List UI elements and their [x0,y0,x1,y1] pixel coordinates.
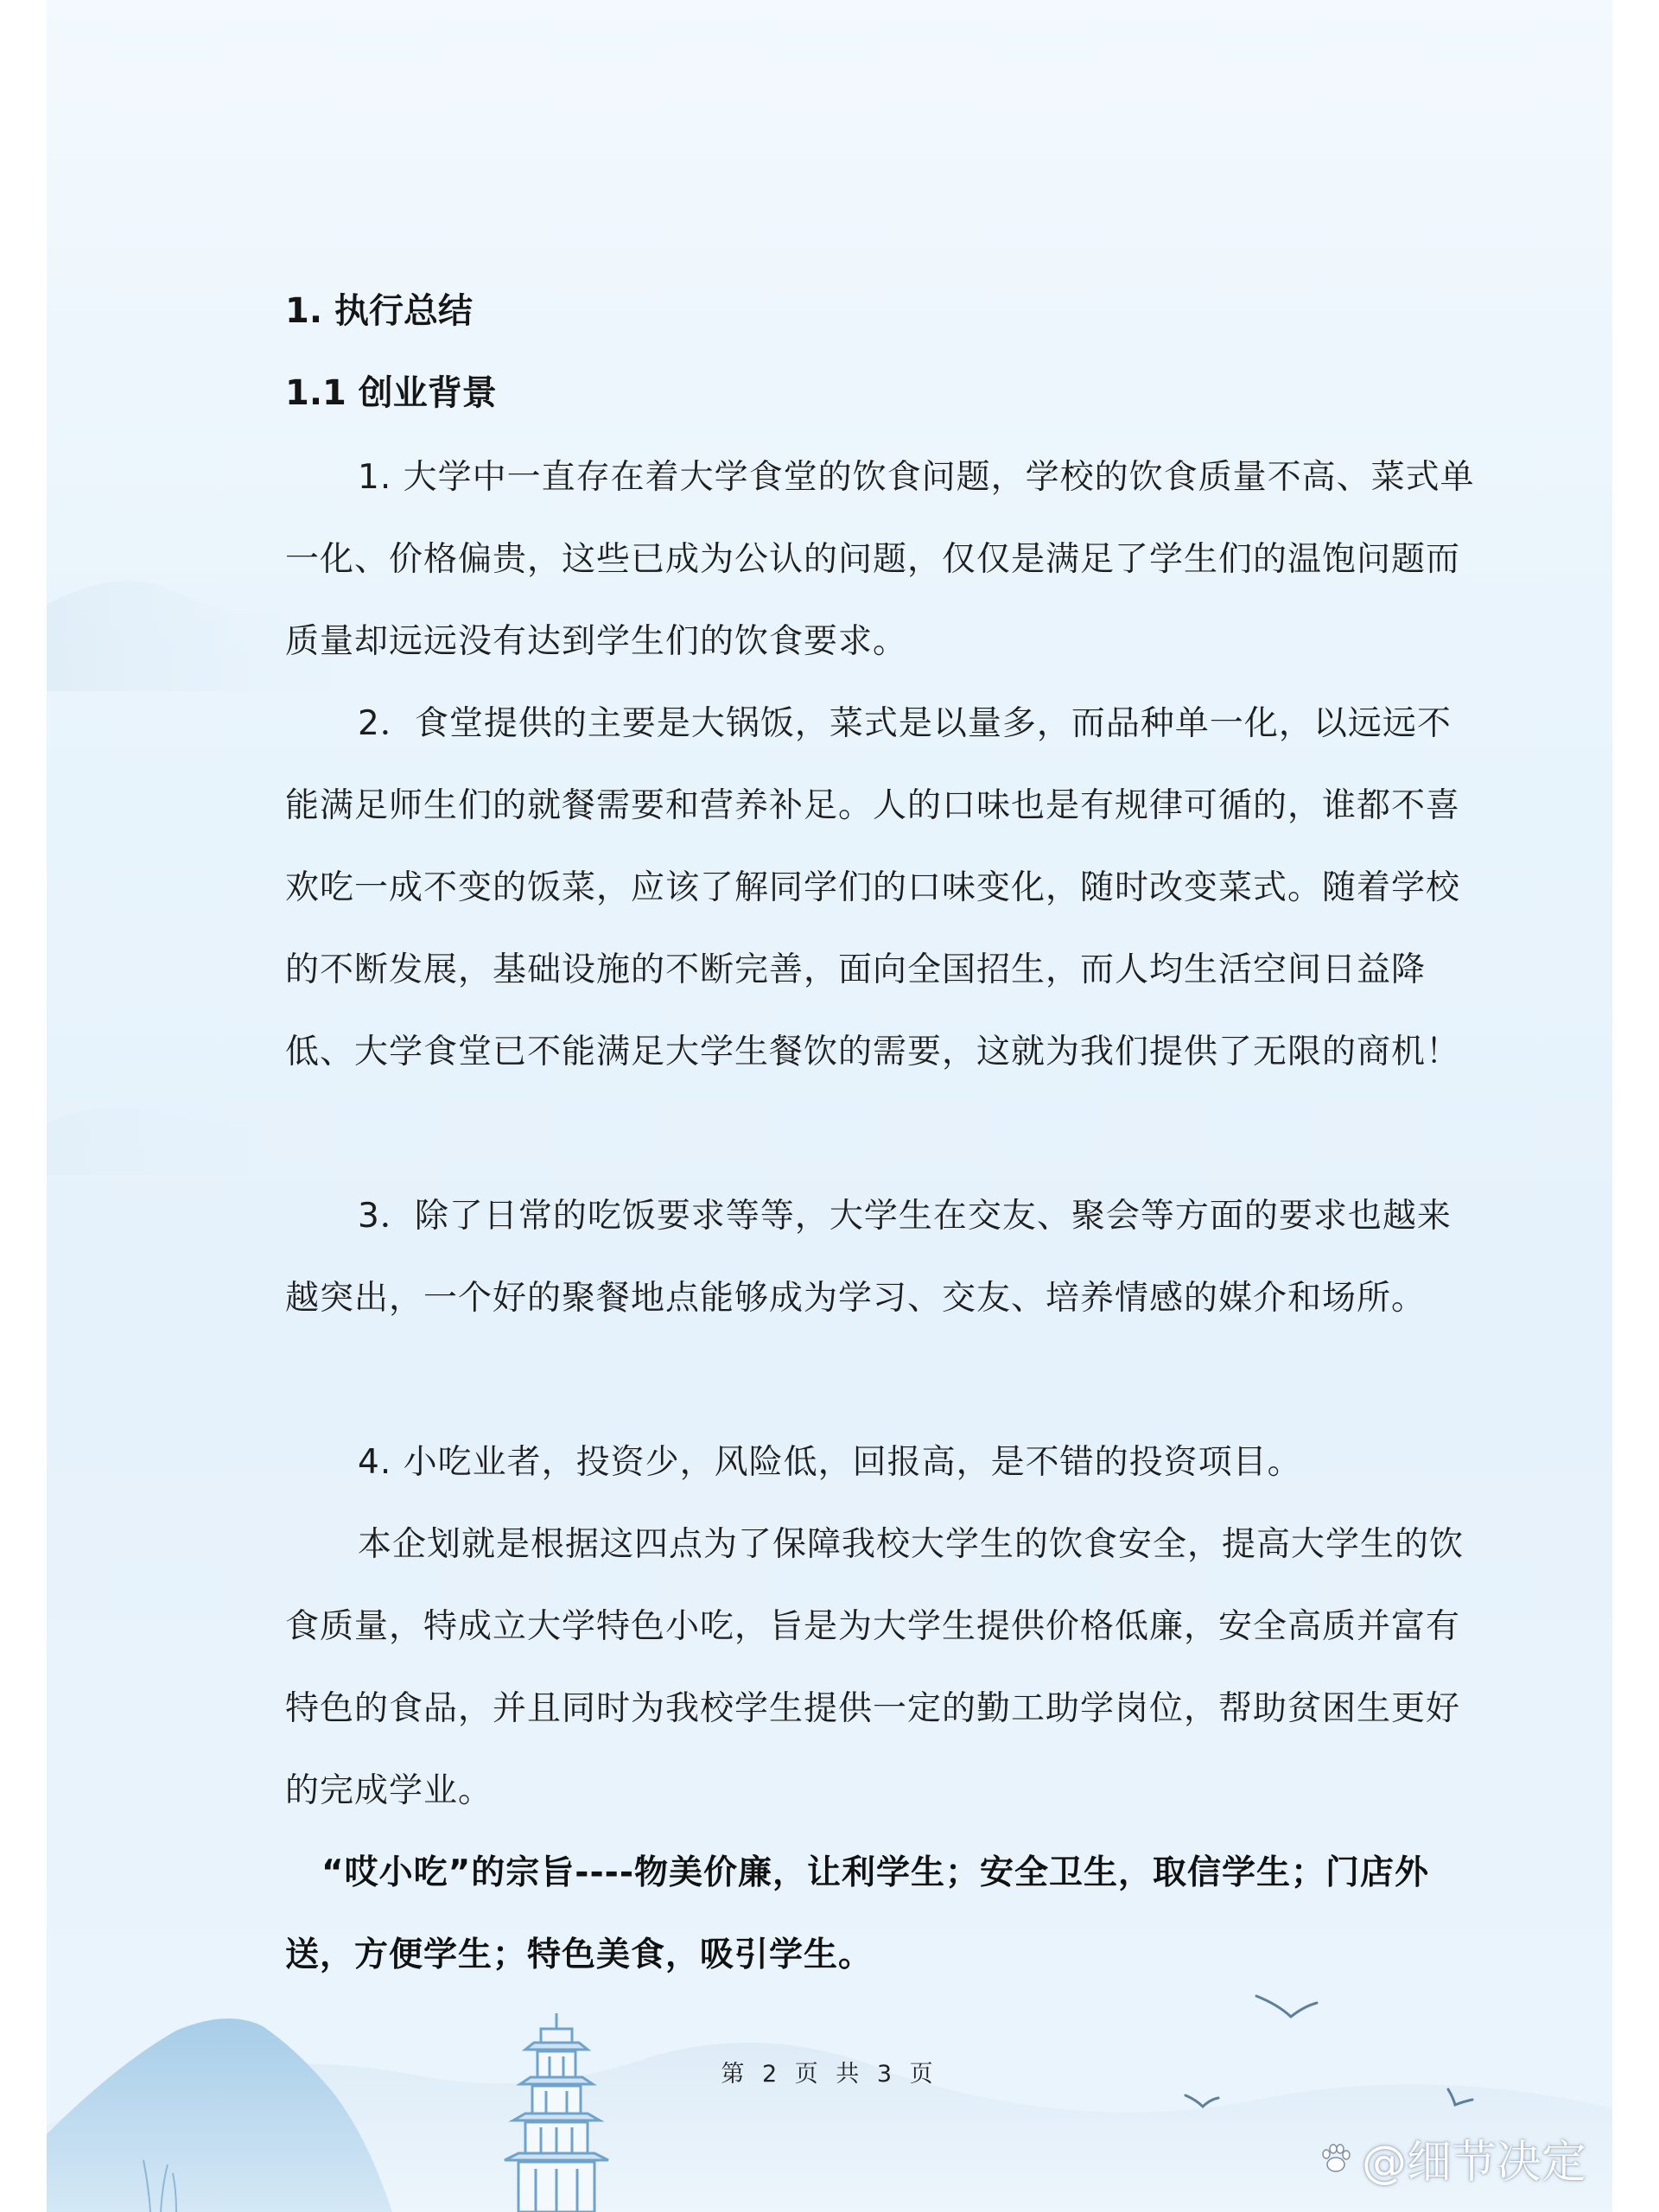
mountain-illustration [47,2018,392,2212]
paragraph-5: 本企划就是根据这四点为了保障我校大学生的饮食安全，提高大学生的饮食质量，特成立大学特色小吃，旨是为大学生提供价格低廉，安全高质并富有特色的食品，并且同时为我校学生提供一定的勤工助学岗位，帮助贫困生更好的完成学业。 [285,1525,1465,1810]
paragraph-4: 4. 小吃业者，投资少，风险低，回报高，是不错的投资项目。 [358,1443,1302,1482]
paragraph-2: 2．食堂提供的主要是大锅饭，菜式是以量多，而品种单一化，以远远不能满足师生们的就餐需要和营养补足。人的口味也是有规律可循的，谁都不喜欢吃一成不变的饭菜，应该了解同学们的口味变化，随时改变菜式。随着学校的不断发展，基础设施的不断完善，面向全国招生，而人均生活空间日益降低、大学食堂已不能满足大学生餐饮的需要，这就为我们提供了无限的商机！ [285,704,1461,1071]
page-footer: 第 2 页 共 3 页 [721,2061,938,2088]
section-heading: 1. 执行总结 [285,291,473,331]
document-sheet [47,0,1612,2212]
paragraph-1: 1. 大学中一直存在着大学食堂的饮食问题，学校的饮食质量不高、菜式单一化、价格偏贵，这些已成为公认的问题，仅仅是满足了学生们的温饱问题而质量却远远没有达到学生们的饮食要求。 [285,458,1475,661]
paw-icon [1317,2139,1355,2177]
watermark [1317,2126,1586,2190]
watermark-text: @细节决定 [1362,2137,1587,2189]
motto-text: “哎小吃”的宗旨----物美价廉，让利学生；安全卫生，取信学生；门店外送，方便学生；特色美食，吸引学生。 [285,1853,1430,1974]
subsection-heading: 1.1 创业背景 [285,373,497,413]
paragraph-3: 3．除了日常的吃饭要求等等，大学生在交友、聚会等方面的要求也越来越突出，一个好的聚餐地点能够成为学习、交友、培养情感的媒介和场所。 [285,1197,1452,1318]
